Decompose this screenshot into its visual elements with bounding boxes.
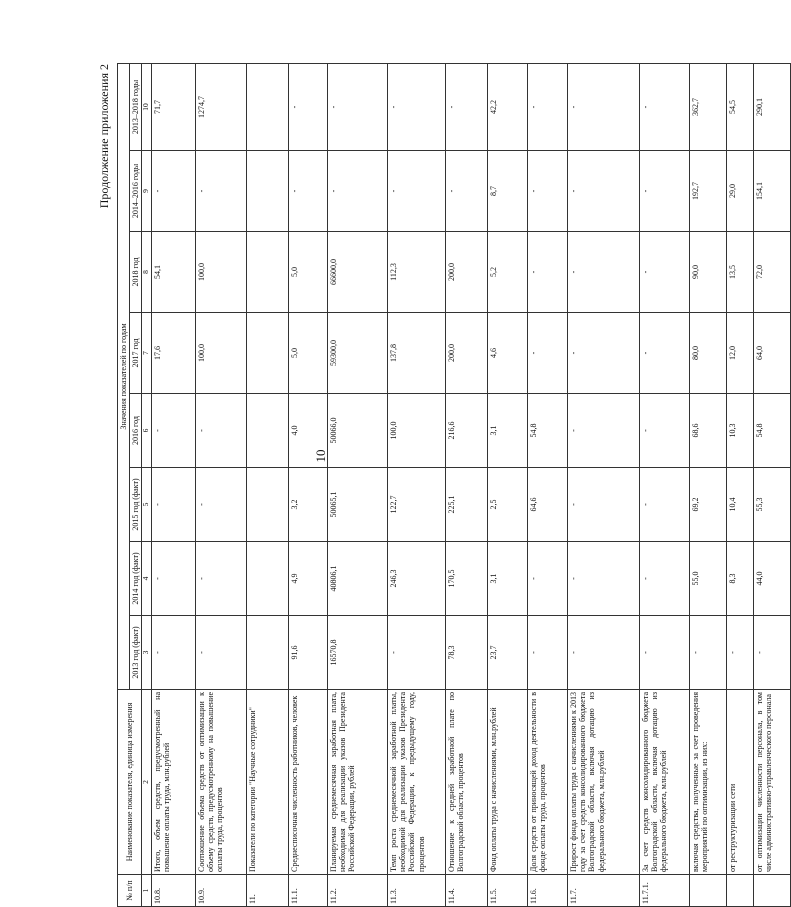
table-row xyxy=(690,64,727,907)
value-cell: - xyxy=(388,616,446,690)
table-row xyxy=(289,64,328,907)
value-cell: 8,3 xyxy=(727,542,754,616)
header-year: 2013 год (факт) xyxy=(130,616,142,690)
row-number: 11.6. xyxy=(528,875,568,907)
value-cell: 29,0 xyxy=(727,151,754,232)
value-cell: 78,3 xyxy=(446,616,488,690)
value-cell: 2,5 xyxy=(488,468,528,542)
table-row xyxy=(152,64,196,907)
value-cell: - xyxy=(446,151,488,232)
value-cell: 90,0 xyxy=(690,232,727,313)
value-cell: 3,1 xyxy=(488,394,528,468)
value-cell: - xyxy=(388,64,446,151)
row-number: 11.7.1. xyxy=(640,875,690,907)
table-row xyxy=(488,64,528,907)
table-row xyxy=(727,64,754,907)
indicator-name: Итого, объем средств, предусмотренный на повышение оплаты труда, млн.рублей xyxy=(152,690,196,875)
value-cell xyxy=(247,232,289,313)
value-cell: - xyxy=(196,616,247,690)
table-row xyxy=(640,64,690,907)
value-cell: 66600,0 xyxy=(328,232,388,313)
continuation-note: Продолжение приложения 2 xyxy=(97,64,111,209)
value-cell: - xyxy=(528,616,568,690)
indicators-table xyxy=(117,63,791,907)
value-cell: - xyxy=(152,616,196,690)
value-cell: - xyxy=(568,151,640,232)
header-year: 2016 год xyxy=(130,394,142,468)
value-cell: 3,2 xyxy=(289,468,328,542)
value-cell: 69,2 xyxy=(690,468,727,542)
value-cell: - xyxy=(640,313,690,394)
value-cell: 3,1 xyxy=(488,542,528,616)
table-row xyxy=(196,64,247,907)
value-cell: 8,7 xyxy=(488,151,528,232)
value-cell: - xyxy=(568,232,640,313)
value-cell: 23,7 xyxy=(488,616,528,690)
indicator-name: Отношение к средней заработной плате по Волгоградской области, процентов xyxy=(446,690,488,875)
value-cell: 16570,8 xyxy=(328,616,388,690)
value-cell: - xyxy=(196,542,247,616)
indicator-name: Показатели по категории "Научные сотрудники" xyxy=(247,690,289,875)
value-cell: 290,1 xyxy=(754,64,791,151)
row-number xyxy=(754,875,791,907)
header-name: Наименование показателя, единица измерения xyxy=(118,690,142,875)
value-cell: 12,0 xyxy=(727,313,754,394)
row-number: 11.5. xyxy=(488,875,528,907)
value-cell: 362,7 xyxy=(690,64,727,151)
value-cell: - xyxy=(152,542,196,616)
indicator-name: Прирост фонда оплаты труда с начислениями к 2013 году за счет средств консолидированного бюджета Волгоградской области, включая дотацию из федерального бюджета, млн.рублей xyxy=(568,690,640,875)
value-cell: 5,0 xyxy=(289,232,328,313)
value-cell: - xyxy=(528,313,568,394)
rotated-table-sheet xyxy=(97,64,774,907)
value-cell: 112,3 xyxy=(388,232,446,313)
value-cell: - xyxy=(640,151,690,232)
value-cell xyxy=(247,151,289,232)
value-cell: 5,2 xyxy=(488,232,528,313)
value-cell: - xyxy=(640,64,690,151)
value-cell: 44,0 xyxy=(754,542,791,616)
value-cell: 200,0 xyxy=(446,313,488,394)
value-cell: - xyxy=(568,468,640,542)
value-cell: 10,4 xyxy=(727,468,754,542)
value-cell: 55,0 xyxy=(690,542,727,616)
value-cell: - xyxy=(196,394,247,468)
indicator-name: от оптимизации численности персонала, в том числе административно-управленческого персонала xyxy=(754,690,791,875)
column-number: 2 xyxy=(142,690,152,875)
value-cell: - xyxy=(528,232,568,313)
row-number: 11.4. xyxy=(446,875,488,907)
table-row xyxy=(528,64,568,907)
value-cell: - xyxy=(568,394,640,468)
table-row xyxy=(754,64,791,907)
value-cell: 54,1 xyxy=(152,232,196,313)
column-number: 8 xyxy=(142,232,152,313)
value-cell: 137,8 xyxy=(388,313,446,394)
indicator-name: Фонд оплаты труда с начислениями, млн.рублей xyxy=(488,690,528,875)
table-row xyxy=(388,64,446,907)
value-cell: - xyxy=(640,616,690,690)
value-cell: 54,8 xyxy=(528,394,568,468)
table-row xyxy=(328,64,388,907)
value-cell: - xyxy=(754,616,791,690)
value-cell: - xyxy=(528,151,568,232)
value-cell: 170,5 xyxy=(446,542,488,616)
row-number xyxy=(690,875,727,907)
value-cell: - xyxy=(152,394,196,468)
value-cell: 54,5 xyxy=(727,64,754,151)
value-cell: - xyxy=(528,64,568,151)
value-cell: 225,1 xyxy=(446,468,488,542)
value-cell: 4,6 xyxy=(488,313,528,394)
row-number: 10.8. xyxy=(152,875,196,907)
value-cell: 71,7 xyxy=(152,64,196,151)
value-cell: 4,0 xyxy=(289,394,328,468)
value-cell: - xyxy=(568,313,640,394)
value-cell xyxy=(247,313,289,394)
row-number: 11.2. xyxy=(328,875,388,907)
value-cell xyxy=(247,468,289,542)
value-cell: - xyxy=(640,542,690,616)
indicator-name: Темп роста среднемесячной заработной платы, необходимой для реализации указов Президента Российской Федерации, к предыдущему году, процентов xyxy=(388,690,446,875)
value-cell: 64,0 xyxy=(754,313,791,394)
header-group: Значения показателей по годам xyxy=(118,64,130,690)
value-cell: - xyxy=(528,542,568,616)
value-cell: 54,8 xyxy=(754,394,791,468)
column-number: 5 xyxy=(142,468,152,542)
value-cell xyxy=(247,616,289,690)
column-number: 6 xyxy=(142,394,152,468)
header-num: № п/п xyxy=(118,875,142,907)
value-cell: 246,3 xyxy=(388,542,446,616)
row-number: 11.1. xyxy=(289,875,328,907)
value-cell: 64,6 xyxy=(528,468,568,542)
column-number: 10 xyxy=(142,64,152,151)
column-number: 4 xyxy=(142,542,152,616)
column-number: 7 xyxy=(142,313,152,394)
value-cell xyxy=(247,64,289,151)
value-cell: 4,9 xyxy=(289,542,328,616)
value-cell: - xyxy=(690,616,727,690)
header-year: 2017 год xyxy=(130,313,142,394)
row-number: 11.7. xyxy=(568,875,640,907)
value-cell: - xyxy=(727,616,754,690)
table-body xyxy=(152,64,791,907)
value-cell: 55,3 xyxy=(754,468,791,542)
value-cell: - xyxy=(446,64,488,151)
value-cell xyxy=(247,542,289,616)
value-cell: 17,6 xyxy=(152,313,196,394)
row-number: 10.9. xyxy=(196,875,247,907)
value-cell: - xyxy=(152,468,196,542)
indicator-name: За счет средств консолидированного бюджета Волгоградской области, включая дотацию из федерального бюджета, млн.рублей xyxy=(640,690,690,875)
value-cell: 91,6 xyxy=(289,616,328,690)
header-year: 2013–2018 годы xyxy=(130,64,142,151)
value-cell: - xyxy=(196,468,247,542)
indicator-name: включая средства, полученные за счет проведения мероприятий по оптимизации, из них: xyxy=(690,690,727,875)
value-cell: - xyxy=(568,64,640,151)
value-cell: - xyxy=(568,616,640,690)
value-cell: 216,6 xyxy=(446,394,488,468)
value-cell: - xyxy=(568,542,640,616)
header-year: 2014 год (факт) xyxy=(130,542,142,616)
value-cell: 10,3 xyxy=(727,394,754,468)
value-cell: 100,0 xyxy=(388,394,446,468)
value-cell: 80,0 xyxy=(690,313,727,394)
value-cell: 5,0 xyxy=(289,313,328,394)
value-cell: 50065,1 xyxy=(328,468,388,542)
value-cell: 42,2 xyxy=(488,64,528,151)
value-cell: - xyxy=(640,468,690,542)
value-cell: - xyxy=(289,64,328,151)
value-cell xyxy=(247,394,289,468)
value-cell: - xyxy=(152,151,196,232)
row-number xyxy=(727,875,754,907)
value-cell: 68,6 xyxy=(690,394,727,468)
table-row xyxy=(568,64,640,907)
value-cell: 154,1 xyxy=(754,151,791,232)
value-cell: - xyxy=(388,151,446,232)
header-year: 2014–2016 годы xyxy=(130,151,142,232)
value-cell: 122,7 xyxy=(388,468,446,542)
indicator-name: Доля средств от приносящей доход деятельности в фонде оплаты труда, процентов xyxy=(528,690,568,875)
value-cell: 13,5 xyxy=(727,232,754,313)
page-number: 10 xyxy=(313,449,328,463)
table-row xyxy=(446,64,488,907)
value-cell: - xyxy=(289,151,328,232)
value-cell: 192,7 xyxy=(690,151,727,232)
value-cell: 1274,7 xyxy=(196,64,247,151)
value-cell: 72,0 xyxy=(754,232,791,313)
value-cell: 40806,1 xyxy=(328,542,388,616)
value-cell: - xyxy=(640,394,690,468)
value-cell: 100,0 xyxy=(196,232,247,313)
header-year: 2018 год xyxy=(130,232,142,313)
value-cell: - xyxy=(328,151,388,232)
value-cell: 59300,0 xyxy=(328,313,388,394)
indicator-name: Среднесписочная численность работников, человек xyxy=(289,690,328,875)
indicator-name: от реструктуризации сети xyxy=(727,690,754,875)
indicator-name: Планируемая среднемесячная заработная плата, необходимая для реализации указов Президента Российской Федерации, рублей xyxy=(328,690,388,875)
row-number: 11. xyxy=(247,875,289,907)
column-number: 3 xyxy=(142,616,152,690)
column-number: 9 xyxy=(142,151,152,232)
value-cell: 50066,0 xyxy=(328,394,388,468)
row-number: 11.3. xyxy=(388,875,446,907)
table-row xyxy=(247,64,289,907)
value-cell: 200,0 xyxy=(446,232,488,313)
column-number: 1 xyxy=(142,875,152,907)
value-cell: - xyxy=(328,64,388,151)
header-year: 2015 год (факт) xyxy=(130,468,142,542)
indicator-name: Соотношение объема средств от оптимизации к объему средств, предусмотренному на повышение оплаты труда, процентов xyxy=(196,690,247,875)
value-cell: 100,0 xyxy=(196,313,247,394)
value-cell: - xyxy=(196,151,247,232)
value-cell: - xyxy=(640,232,690,313)
